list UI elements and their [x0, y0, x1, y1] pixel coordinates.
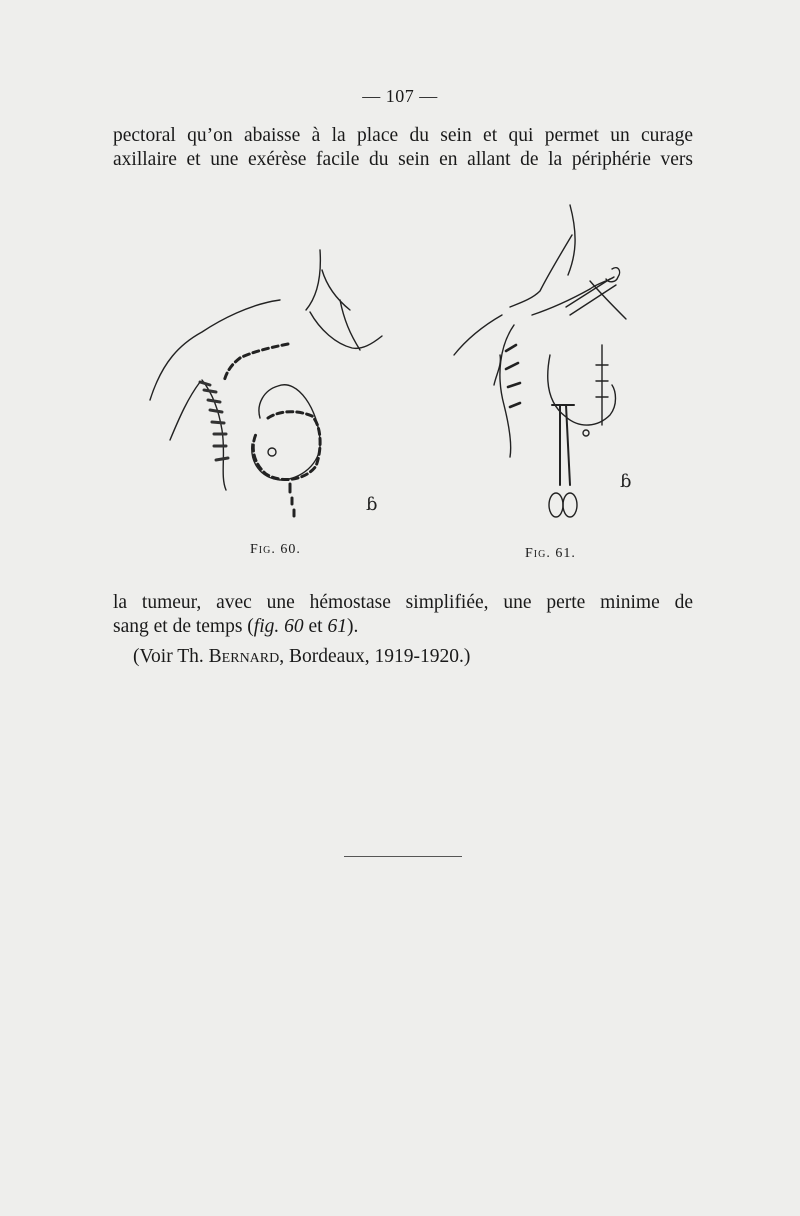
figure-60-illustration	[140, 240, 400, 530]
artist-monogram: ɓ	[366, 494, 378, 515]
text-run: ).	[346, 616, 359, 637]
paragraph-line	[113, 615, 693, 639]
paragraph-line: la tumeur, avec une hémostase simplifiée, une perte minime de	[113, 592, 693, 613]
paragraph-line: pectoral qu’on abaisse à la place du sein et qui permet un curage	[113, 125, 693, 146]
figure-61-illustration	[440, 195, 670, 530]
figure-60-caption: Fig. 60.	[250, 542, 301, 557]
text-run: (Voir Th.	[133, 646, 209, 667]
paragraph-intro	[113, 124, 693, 172]
page-number: — 107 —	[362, 86, 438, 106]
paragraph-body	[113, 591, 693, 639]
paragraph-line: axillaire et une exérèse facile du sein en allant de la périphérie vers	[113, 149, 693, 170]
figure-number: 60	[284, 616, 304, 637]
author-name: Bernard	[208, 646, 280, 667]
artist-monogram: ɓ	[620, 471, 632, 492]
figure-reference: fig.	[253, 616, 280, 637]
figure-number: 61	[327, 616, 347, 637]
reference-note	[133, 645, 470, 669]
text-run: sang et de temps (	[113, 616, 254, 637]
end-rule	[344, 856, 462, 857]
figure-61-caption: Fig. 61.	[525, 546, 576, 561]
text-run: , Bordeaux, 1919-1920.)	[279, 646, 471, 667]
text-run: et	[303, 616, 328, 637]
